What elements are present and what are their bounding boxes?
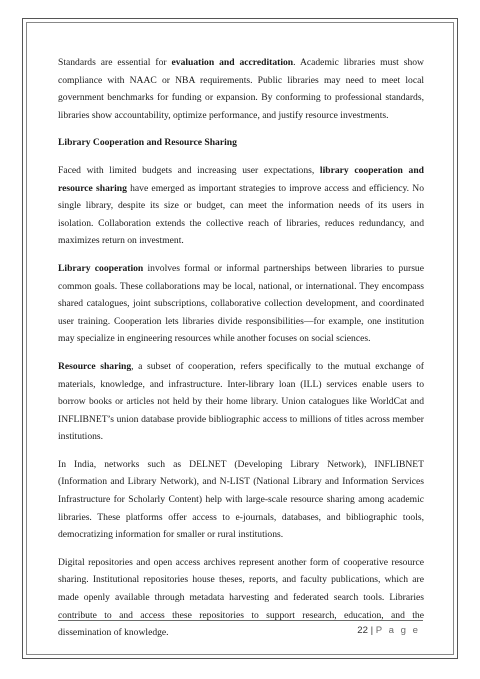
paragraph-cooperation-intro	[58, 162, 424, 250]
section-heading: Library Cooperation and Resource Sharing	[58, 137, 237, 149]
page-label: P a g e	[375, 625, 420, 636]
paragraph-resource-sharing	[58, 358, 424, 446]
paragraph-digital-repositories: Digital repositories and open access archives represent another form of cooperative resource sharing. Institutional repositories house theses, reports, and faculty publications, which are made openly available through metadata harvesting and federated search tools. Libraries contribute to and access these repositories to support research, education, and the dissemination of knowledge.	[58, 556, 424, 639]
paragraph-text: , a subset of cooperation, refers specifically to the mutual exchange of materials, knowledge, and infrastructure. Inter-library loan (ILL) services enable users to borrow books or articles not held by their home library. Union catalogues like WorldCat and INFLIBNET’s union database provide bibliographic access to millions of titles across member institutions.	[58, 360, 424, 443]
bold-term: Library cooperation	[58, 262, 144, 274]
paragraph-text: . Academic libraries must show compliance with NAAC or NBA requirements. Public libraries may need to meet local government benchmarks for funding or expansion. By conforming to professional standards, libraries show accountability, optimize performance, and justify resource investments.	[58, 57, 424, 121]
paragraph-text: Standards are essential for	[58, 57, 172, 68]
paragraph-india-networks: In India, networks such as DELNET (Developing Library Network), INFLIBNET (Information and Library Network), and N-LIST (National Library and Information Services Infrastructure for Scholarly Content) help with large-scale resource sharing among academic libraries. These platforms offer access to e-journals, databases, and bibliographic tools, democratizing information for smaller or rural institutions.	[58, 458, 424, 541]
paragraph-standards	[58, 54, 424, 124]
bold-term: library cooperation and resource sharing	[58, 164, 424, 194]
footer-rule	[58, 620, 423, 621]
paragraph-text: Faced with limited budgets and increasing user expectations,	[58, 164, 320, 176]
page-body	[58, 54, 424, 652]
bold-term: Resource sharing	[58, 360, 132, 372]
page-number-value: 22	[357, 625, 368, 636]
page-number	[357, 625, 420, 636]
paragraph-text: have emerged as important strategies to improve access and efficiency. No single library, despite its size or budget, can meet the information needs of its users in isolation. Collaboration extends the collective reach of libraries, reduces redundancy, and maximizes return on investment.	[58, 182, 425, 247]
bold-term: evaluation and accreditation	[171, 57, 294, 68]
page-number-separator: |	[367, 625, 376, 636]
paragraph-text: involves formal or informal partnerships between libraries to pursue common goals. These collaborations may be local, national, or international. They encompass shared catalogues, joint subscriptions, collaborative collection development, and coordinated user training. Cooperation lets libraries divide responsibilities—for example, one institution may specialize in engineering resources while another focuses on social sciences.	[58, 262, 424, 345]
paragraph-library-cooperation	[58, 260, 424, 348]
